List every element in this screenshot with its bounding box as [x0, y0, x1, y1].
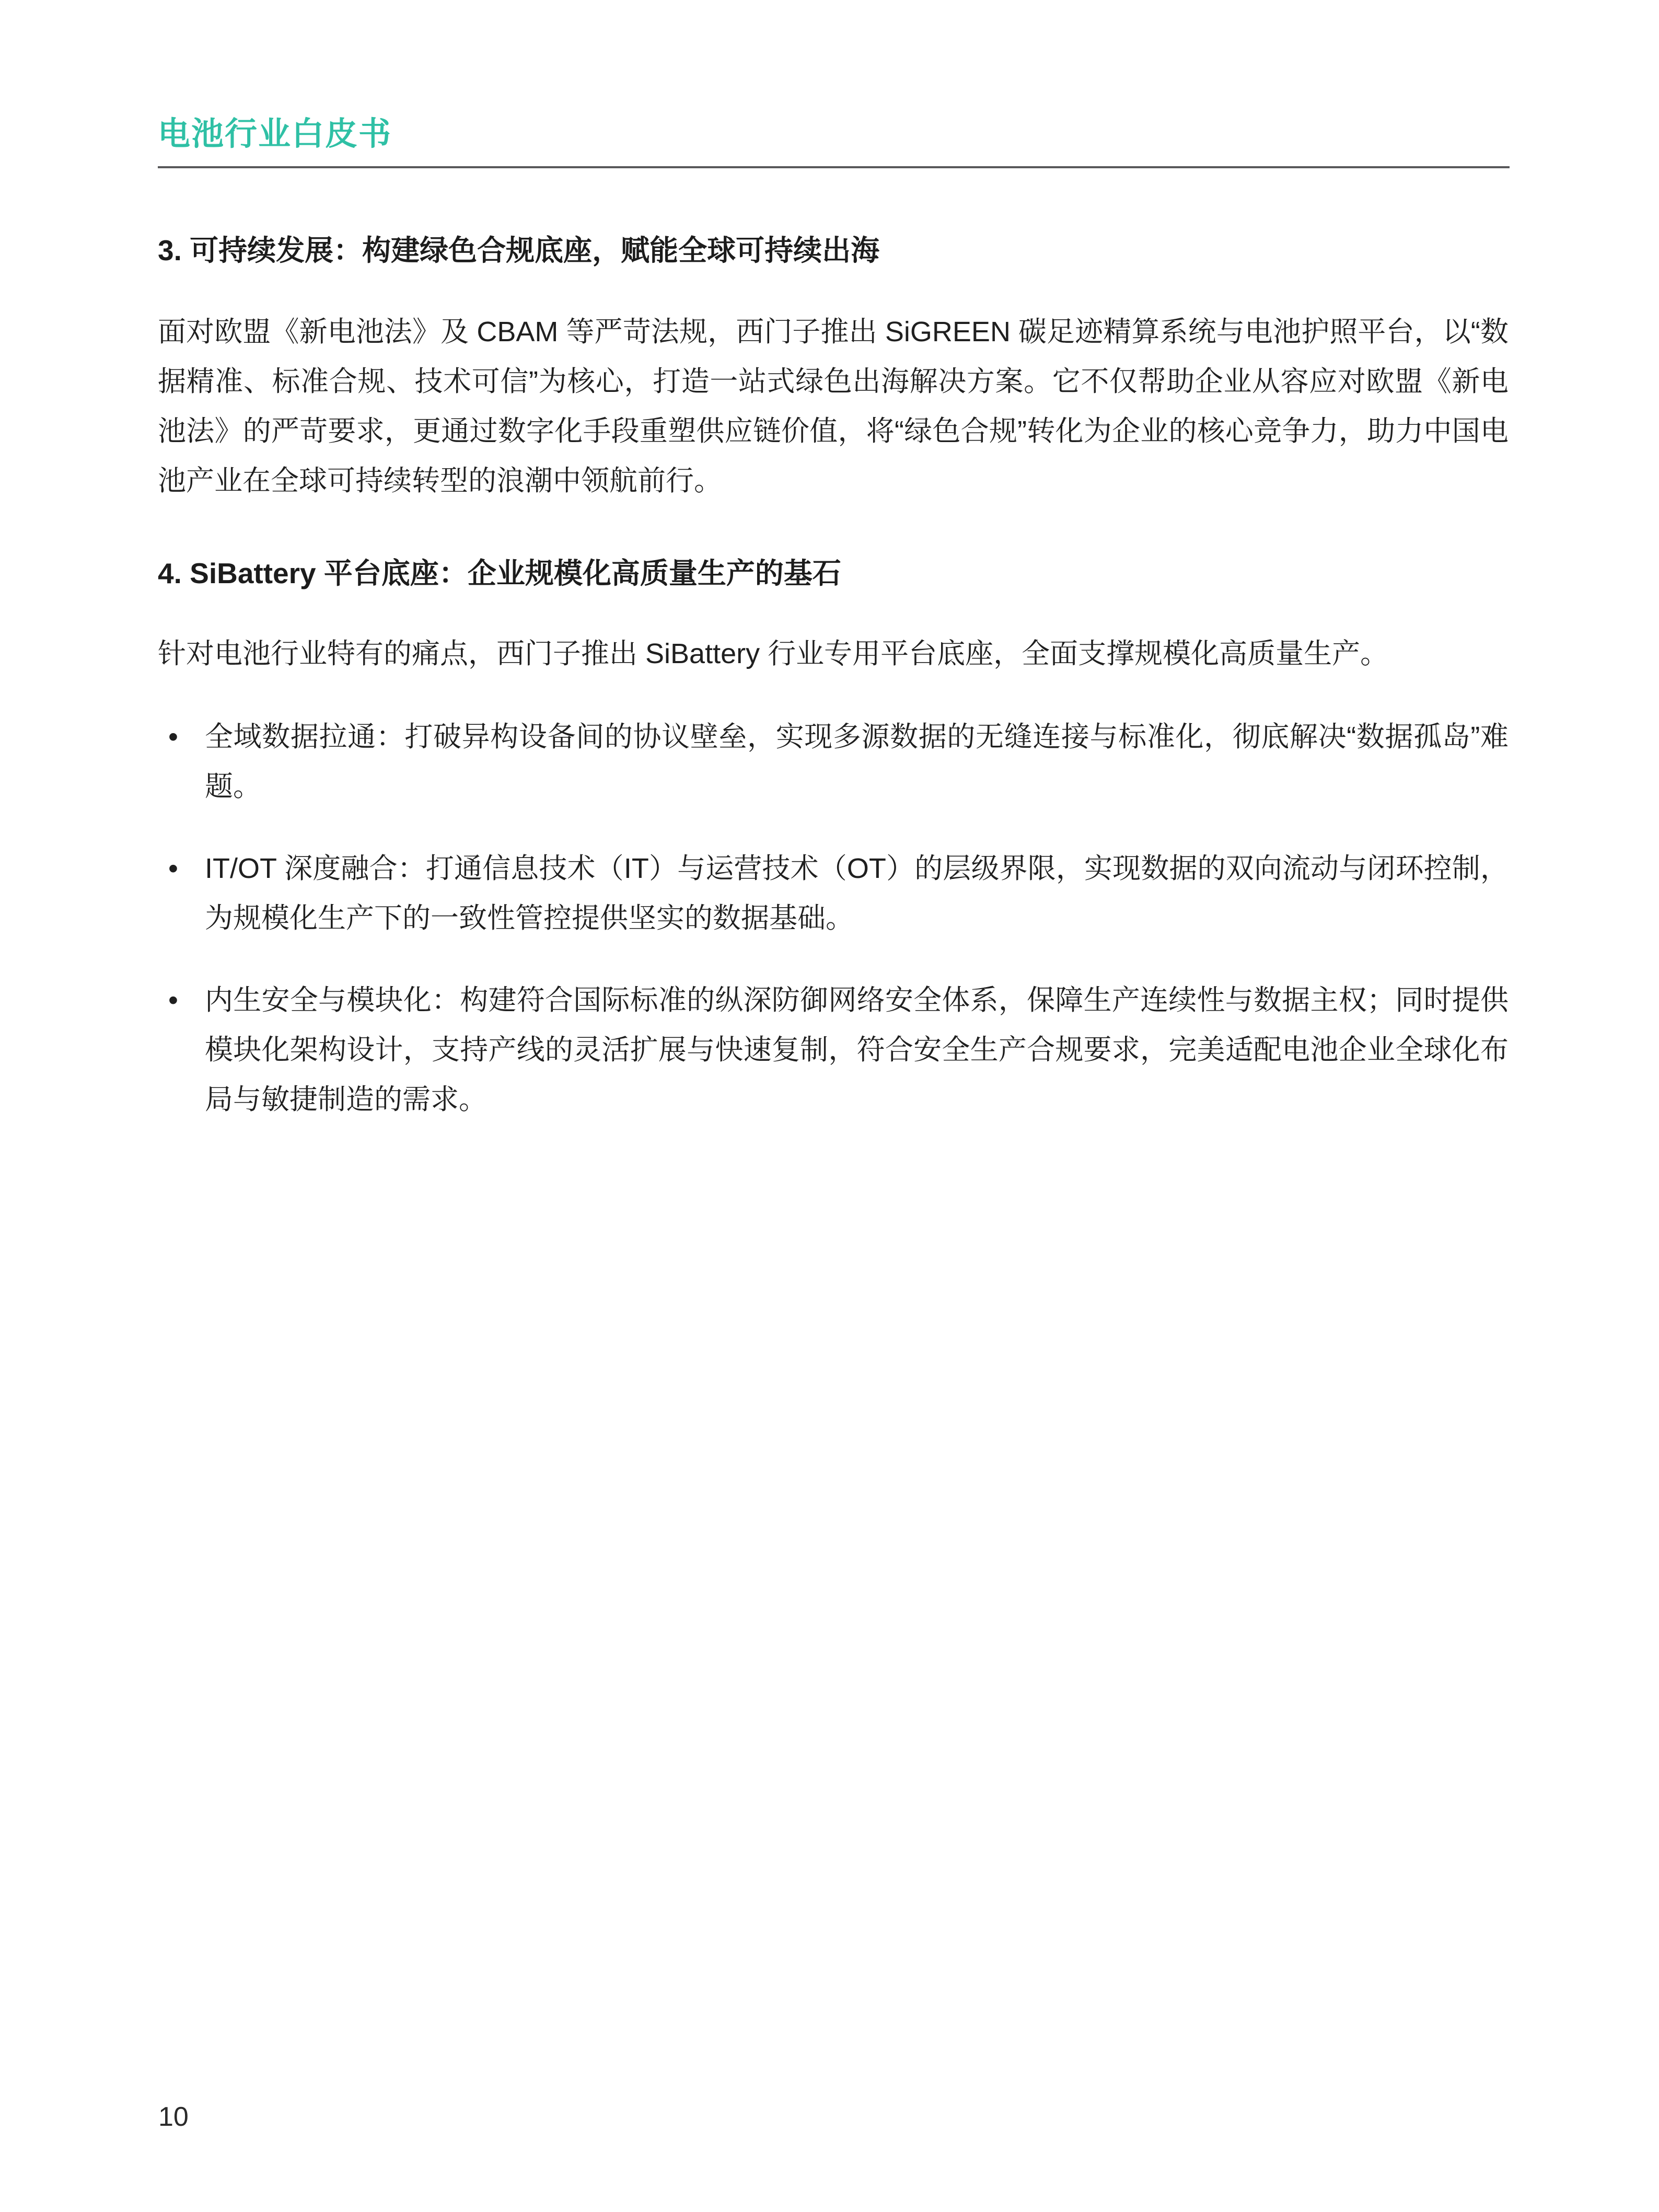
- page-content: [0, 230, 1659, 1125]
- page-header-title: 电池行业白皮书: [158, 116, 392, 152]
- bullet-item: [158, 844, 1509, 943]
- bullet-item: [158, 712, 1509, 812]
- bullet-text: 内生安全与模块化：构建符合国际标准的纵深防御网络安全体系，保障生产连续性与数据主权；同时提供模块化架构设计，支持产线的灵活扩展与快速复制，符合安全生产合规要求，完美适配电池企业全球化布局与敏捷制造的需求。: [205, 985, 1509, 1115]
- section-3-paragraph: 面对欧盟《新电池法》及 CBAM 等严苛法规，西门子推出 SiGREEN 碳足迹精算系统与电池护照平台，以“数据精准、标准合规、技术可信”为核心，打造一站式绿色出海解决方案。它不仅帮助企业从容应对欧盟《新电池法》的严苛要求，更通过数字化手段重塑供应链价值，将“绿色合规”转化为企业的核心竞争力，助力中国电池产业在全球可持续转型的浪潮中领航前行。: [158, 316, 1509, 496]
- feature-bullet-list: [158, 712, 1509, 1125]
- bullet-text: IT/OT 深度融合：打通信息技术（IT）与运营技术（OT）的层级界限，实现数据的双向流动与闭环控制，为规模化生产下的一致性管控提供坚实的数据基础。: [205, 853, 1509, 934]
- bullet-marker-icon: •: [168, 985, 178, 1016]
- page-number: 10: [158, 2102, 189, 2132]
- bullet-text: 全域数据拉通：打破异构设备间的协议壁垒，实现多源数据的无缝连接与标准化，彻底解决“数据孤岛”难题。: [205, 721, 1509, 802]
- header-divider: [158, 166, 1510, 168]
- section-4-heading: 4. SiBattery 平台底座：企业规模化高质量生产的基石: [158, 557, 841, 589]
- page-header: [0, 0, 1659, 168]
- bullet-marker-icon: •: [168, 721, 178, 752]
- bullet-item: [158, 976, 1509, 1125]
- bullet-marker-icon: •: [168, 853, 178, 884]
- section-3-heading: 3. 可持续发展：构建绿色合规底座，赋能全球可持续出海: [158, 234, 880, 267]
- section-4-paragraph: 针对电池行业特有的痛点，西门子推出 SiBattery 行业专用平台底座，全面支撑规模化高质量生产。: [158, 638, 1389, 669]
